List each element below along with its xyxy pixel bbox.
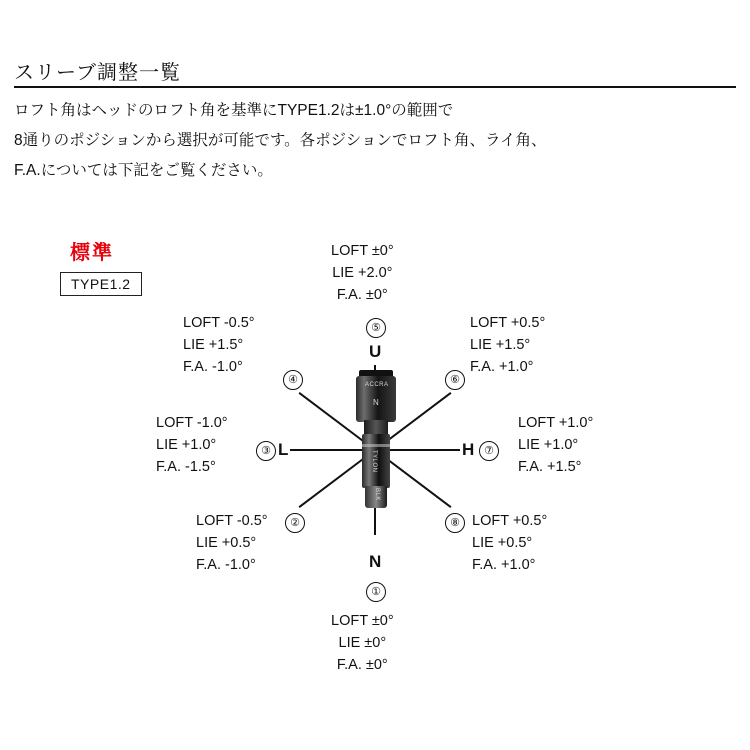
position-number-8: ⑧ [445,513,465,533]
position-4-lie: LIE +1.5° [183,337,244,353]
sleeve-mark-brand: ACCRA [365,382,389,388]
sleeve-mark-model: TYLON [371,450,377,473]
position-2-fa: F.A. -1.0° [196,557,256,573]
position-number-2: ② [285,513,305,533]
position-number-3: ③ [256,441,276,461]
position-7-fa: F.A. +1.5° [518,459,582,475]
intro-line-1: ロフト角はヘッドのロフト角を基準にTYPE1.2は±1.0°の範囲で [14,102,454,119]
standard-label: 標準 [70,242,114,264]
position-8-lie: LIE +0.5° [472,535,533,551]
position-label-5 [331,240,394,306]
position-1-loft: LOFT ±0° [331,613,394,629]
position-number-1: ① [366,582,386,602]
position-3-loft: LOFT -1.0° [156,415,228,431]
letter-u: U [369,342,382,361]
position-7-lie: LIE +1.0° [518,437,579,453]
sleeve-mark-blk: BLK [374,488,380,501]
position-5-lie: LIE +2.0° [332,265,393,281]
position-label-7 [518,412,593,478]
letter-n: N [369,552,382,571]
position-8-fa: F.A. +1.0° [472,557,536,573]
position-5-loft: LOFT ±0° [331,243,394,259]
position-6-lie: LIE +1.5° [470,337,531,353]
position-label-6 [470,312,545,378]
position-number-6: ⑥ [445,370,465,390]
sleeve-illustration [355,370,397,510]
sleeve-band [362,444,390,447]
position-5-fa: F.A. ±0° [336,287,388,303]
position-8-loft: LOFT +0.5° [472,513,548,529]
position-2-loft: LOFT -0.5° [196,513,268,529]
title-divider [14,86,736,88]
position-1-lie: LIE ±0° [338,635,387,651]
position-1-fa: F.A. ±0° [336,657,388,673]
position-4-fa: F.A. -1.0° [183,359,243,375]
position-7-loft: LOFT +1.0° [518,415,594,431]
position-6-loft: LOFT +0.5° [470,315,546,331]
position-label-3 [156,412,228,478]
position-2-lie: LIE +0.5° [196,535,257,551]
letter-h: H [462,440,475,459]
position-label-1 [331,610,394,676]
sleeve-position-diagram [0,200,750,720]
position-3-fa: F.A. -1.5° [156,459,216,475]
position-6-fa: F.A. +1.0° [470,359,534,375]
position-number-7: ⑦ [479,441,499,461]
position-number-5: ⑤ [366,318,386,338]
type-badge: TYPE1.2 [60,272,142,296]
sleeve-mark-n: N [373,398,380,407]
intro-line-3: F.A.については下記をご覧ください。 [14,162,273,179]
position-label-8 [472,510,547,576]
intro-text [14,96,714,186]
intro-line-2: 8通りのポジションから選択が可能です。各ポジションでロフト角、ライ角、 [14,132,547,149]
position-label-4 [183,312,255,378]
position-number-4: ④ [283,370,303,390]
page-title: スリーブ調整一覧 [14,62,181,84]
position-3-lie: LIE +1.0° [156,437,217,453]
letter-l: L [278,440,289,459]
position-label-2 [196,510,268,576]
position-4-loft: LOFT -0.5° [183,315,255,331]
